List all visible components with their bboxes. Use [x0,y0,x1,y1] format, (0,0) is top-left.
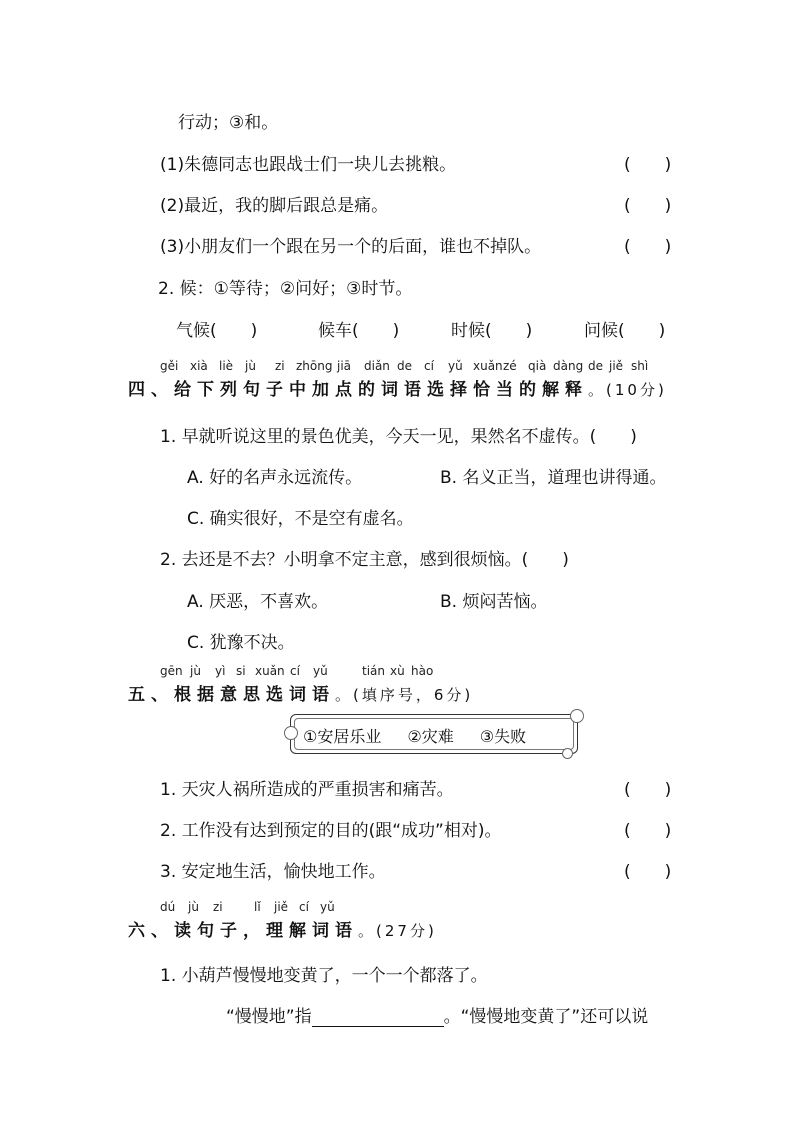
answer-bracket[interactable]: ( ) [624,821,672,841]
question-fragment: 行动；③和。 [178,113,279,133]
question-item: 1. 天灾人祸所造成的严重损害和痛苦。 [160,780,454,800]
option-c[interactable]: C. 确实很好，不是空有虚名。 [187,509,414,529]
question-item: (3)小朋友们一个跟在另一个的后面，谁也不掉队。 [160,237,542,257]
answer-bracket[interactable]: ( ) [624,780,672,800]
answer-bracket[interactable]: ( ) [624,237,672,257]
answer-blank[interactable] [312,1008,444,1027]
word-bank-item: ③失败 [479,727,527,746]
question-item: 1. 小葫芦慢慢地变黄了，一个一个都落了。 [160,966,488,986]
word-bank-item: ②灾难 [407,727,454,746]
word-blank[interactable]: 气候( ) [176,321,258,341]
question-item: 3. 安定地生活，愉快地工作。 [160,862,386,882]
question-item: 2. 候：①等待；②问好；③时节。 [158,279,413,299]
scroll-curl-icon [562,748,573,759]
answer-bracket[interactable]: ( ) [624,862,672,882]
answer-bracket[interactable]: ( ) [624,155,672,175]
option-b[interactable]: B. 名义正当，道理也讲得通。 [440,468,667,488]
word-bank-item: ①安居乐业 [303,727,382,746]
question-item: 1. 早就听说这里的景色优美，今天一见，果然名不虚传。( ) [160,427,637,447]
option-a[interactable]: A. 厌恶，不喜欢。 [187,592,329,612]
option-c[interactable]: C. 犹豫不决。 [187,633,295,653]
question-item: 2. 去还是不去？小明拿不定主意，感到很烦恼。( ) [160,550,569,570]
section-heading: 五、根据意思选词语。(填序号，6分) [128,685,474,705]
option-a[interactable]: A. 好的名声永远流传。 [187,468,363,488]
word-blank[interactable]: 时候( ) [451,321,533,341]
scroll-curl-icon [284,726,298,740]
section-heading: 四、给下列句子中加点的词语选择恰当的解释。(10分) [128,380,667,400]
question-item: (1)朱德同志也跟战士们一块儿去挑粮。 [160,155,457,175]
scroll-curl-icon [570,709,584,723]
fill-in-line: “慢慢地”指 。“慢慢地变黄了”还可以说 [226,1007,649,1027]
answer-bracket[interactable]: ( ) [624,196,672,216]
word-blank[interactable]: 候车( ) [318,321,400,341]
option-b[interactable]: B. 烦闷苦恼。 [440,592,548,612]
word-blank[interactable]: 问候( ) [584,321,666,341]
question-item: 2. 工作没有达到预定的目的(跟“成功”相对)。 [160,821,502,841]
question-item: (2)最近，我的脚后跟总是痛。 [160,196,389,216]
section-heading: 六、读句子，理解词语。(27分) [128,921,437,941]
word-bank-box [290,714,578,754]
